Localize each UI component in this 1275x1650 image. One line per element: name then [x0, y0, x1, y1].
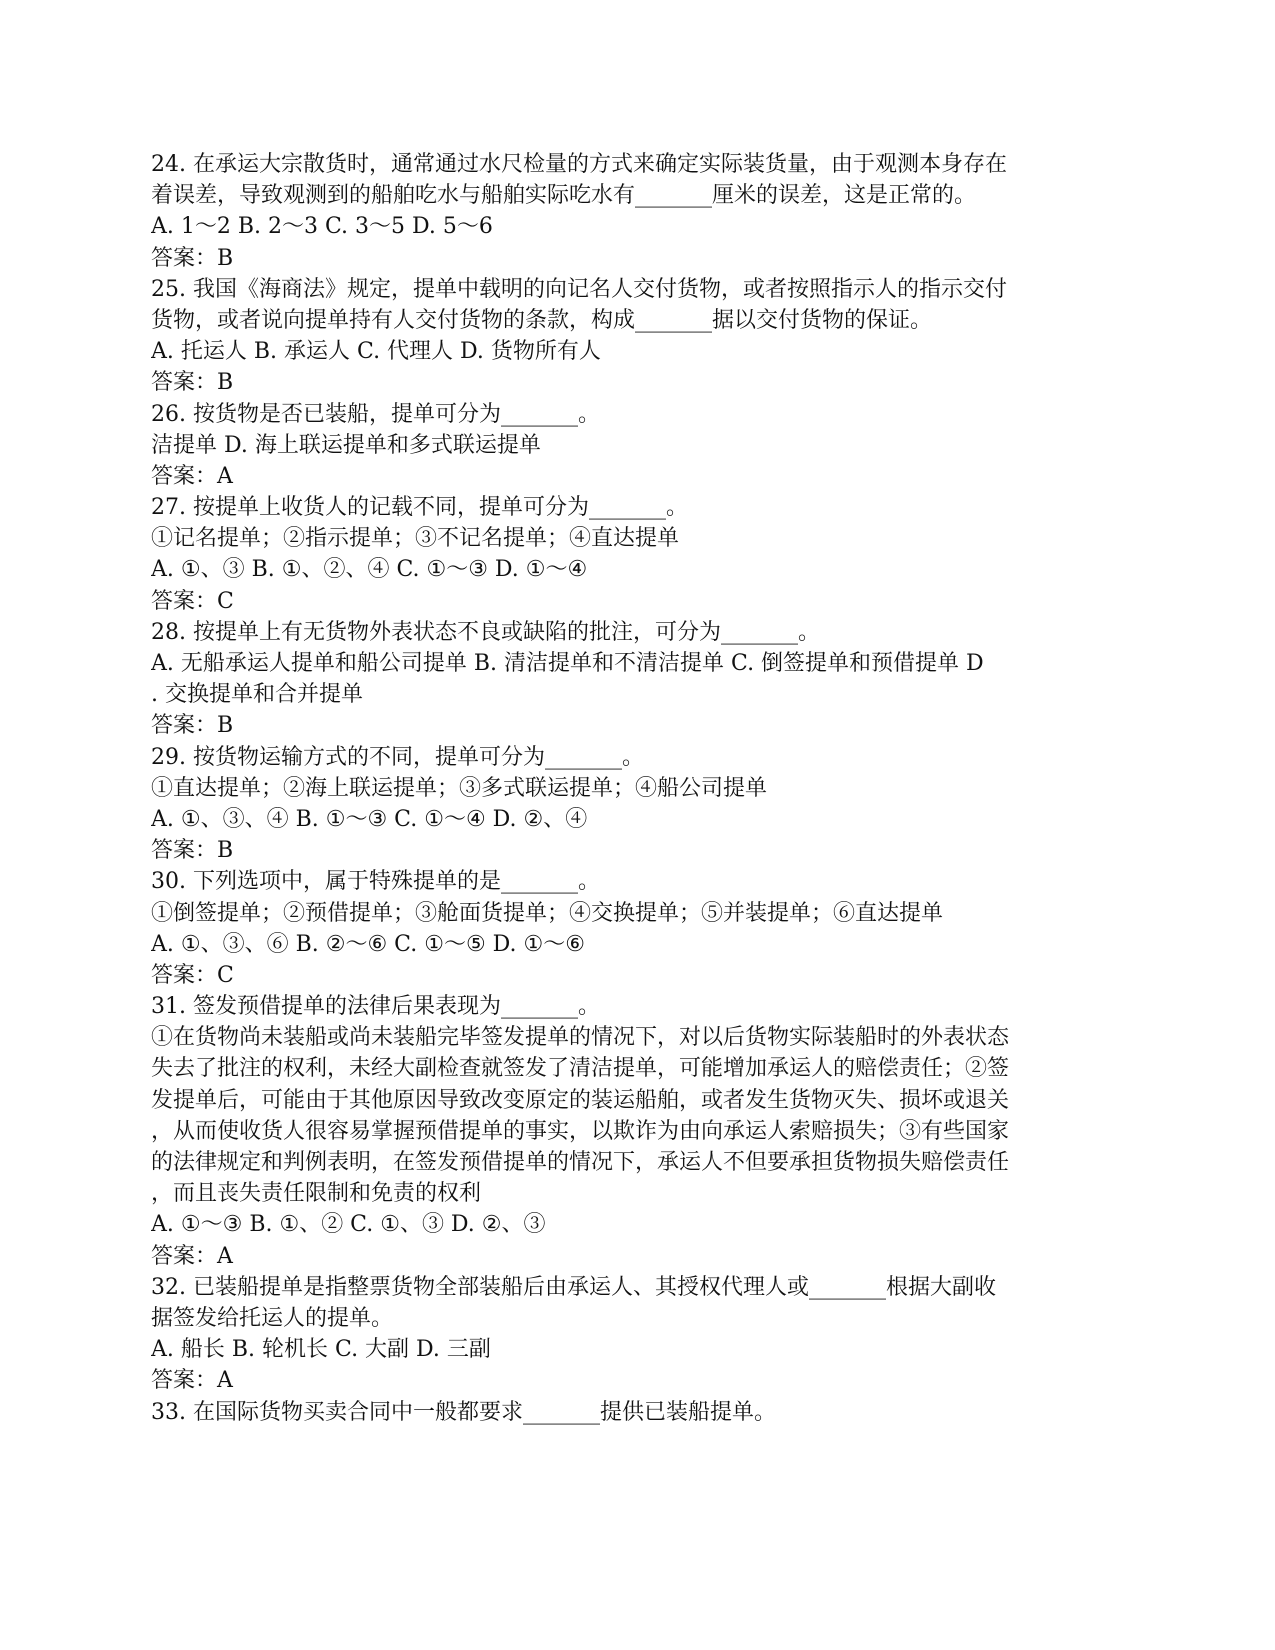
- text-line: A. ①、③、⑥ B. ②～⑥ C. ①～⑤ D. ①～⑥: [151, 931, 585, 957]
- text-line: 27. 按提单上收货人的记载不同，提单可分为_______。: [151, 495, 688, 521]
- text-line: 发提单后，可能由于其他原因导致改变原定的装运船舶，或者发生货物灭失、损坏或退关: [151, 1087, 1010, 1113]
- text-line: A. 1～2 B. 2～3 C. 3～5 D. 5～6: [151, 214, 493, 240]
- text-line: 28. 按提单上有无货物外表状态不良或缺陷的批注，可分为_______。: [151, 619, 820, 645]
- text-line: ①在货物尚未装船或尚未装船完毕签发提单的情况下，对以后货物实际装船时的外表状态: [151, 1025, 1010, 1051]
- text-line: 33. 在国际货物买卖合同中一般都要求_______提供已装船提单。: [151, 1399, 776, 1425]
- text-line: A. ①、③ B. ①、②、④ C. ①～③ D. ①～④: [151, 557, 588, 583]
- text-line: 答案：C: [151, 962, 234, 988]
- text-line: 答案：C: [151, 588, 234, 614]
- text-line: A. ①、③、④ B. ①～③ C. ①～④ D. ②、④: [151, 806, 588, 832]
- text-line: 答案：B: [151, 713, 234, 739]
- text-line: 答案：B: [151, 838, 234, 864]
- text-line: 31. 签发预借提单的法律后果表现为_______。: [151, 994, 600, 1020]
- text-line: ①记名提单；②指示提单；③不记名提单；④直达提单: [151, 526, 680, 552]
- text-line: ①直达提单；②海上联运提单；③多式联运提单；④船公司提单: [151, 775, 768, 801]
- text-line: 26. 按货物是否已装船，提单可分为_______。: [151, 401, 600, 427]
- text-line: 据签发给托运人的提单。: [151, 1305, 394, 1331]
- text-line: 答案：A: [151, 1243, 233, 1269]
- text-line: 25. 我国《海商法》规定，提单中载明的向记名人交付货物，或者按照指示人的指示交付: [151, 276, 1007, 302]
- text-line: 答案：B: [151, 245, 234, 271]
- text-line: 32. 已装船提单是指整票货物全部装船后由承运人、其授权代理人或_______根据大副收: [151, 1274, 996, 1300]
- text-line: A. 托运人 B. 承运人 C. 代理人 D. 货物所有人: [151, 339, 601, 365]
- text-line: 货物，或者说向提单持有人交付货物的条款，构成_______据以交付货物的保证。: [151, 307, 933, 333]
- text-line: ①倒签提单；②预借提单；③舱面货提单；④交换提单；⑤并装提单；⑥直达提单: [151, 900, 944, 926]
- text-line: 答案：B: [151, 370, 234, 396]
- text-line: ，而且丧失责任限制和免责的权利: [151, 1181, 482, 1207]
- text-line: 24. 在承运大宗散货时，通常通过水尺检量的方式来确定实际装货量，由于观测本身存在: [151, 152, 1007, 177]
- text-line: ，从而使收货人很容易掌握预借提单的事实，以欺诈为由向承运人索赔损失；③有些国家: [151, 1118, 1010, 1144]
- text-line: . 交换提单和合并提单: [151, 682, 363, 708]
- document-page: [151, 149, 1131, 1428]
- text-line: A. 船长 B. 轮机长 C. 大副 D. 三副: [151, 1337, 491, 1363]
- text-line: 答案：A: [151, 1368, 233, 1394]
- text-line: A. ①～③ B. ①、② C. ①、③ D. ②、③: [151, 1212, 546, 1238]
- text-line: 着误差，导致观测到的船舶吃水与船舶实际吃水有_______厘米的误差，这是正常的。: [151, 183, 977, 209]
- text-line: 的法律规定和判例表明，在签发预借提单的情况下，承运人不但要承担货物损失赔偿责任: [151, 1150, 1010, 1175]
- text-line: 答案：A: [151, 463, 233, 489]
- text-line: 29. 按货物运输方式的不同，提单可分为_______。: [151, 744, 644, 770]
- text-line: 失去了批注的权利，未经大副检查就签发了清洁提单，可能增加承运人的赔偿责任；②签: [151, 1056, 1010, 1082]
- text-line: 30. 下列选项中，属于特殊提单的是_______。: [151, 869, 600, 895]
- text-line: 洁提单 D. 海上联运提单和多式联运提单: [151, 432, 541, 458]
- text-line: A. 无船承运人提单和船公司提单 B. 清洁提单和不清洁提单 C. 倒签提单和预借提单 D: [151, 651, 984, 676]
